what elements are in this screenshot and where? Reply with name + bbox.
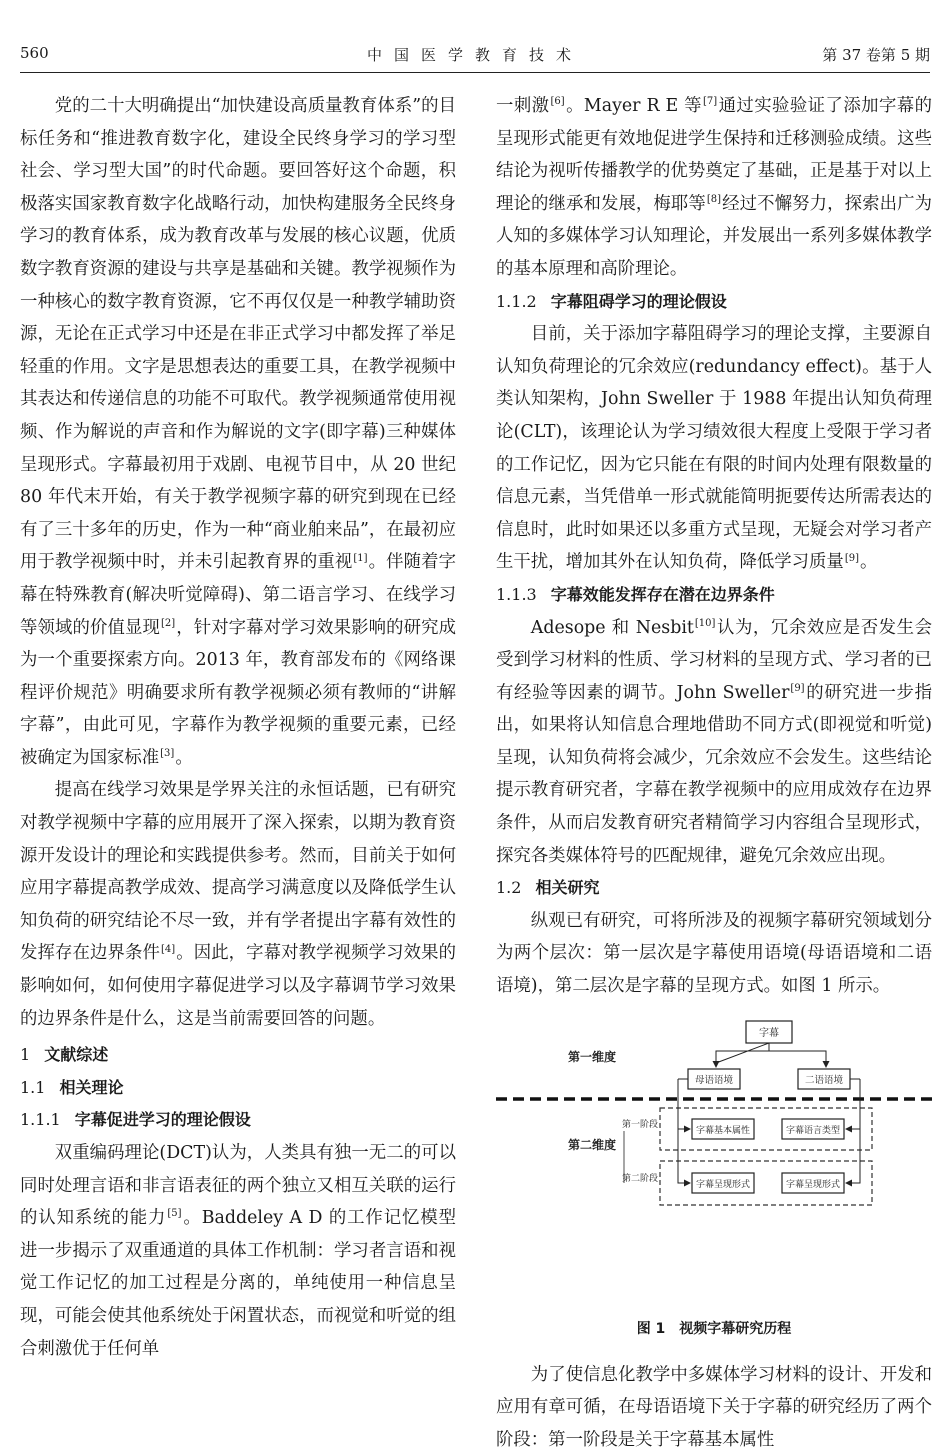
- citation[interactable]: [6]: [550, 96, 565, 108]
- paragraph: 双重编码理论(DCT)认为，人类具有独一无二的可以同时处理言语和非言语表征的两个独立又相互关联的运行的认知系统的能力[5]。Baddeley A D 的工作记忆模型进一步揭示了双重通道的具体工作机制：学习者言语和视觉工作记忆的加工过程是分离的，单纯使用一种信息呈现，可能会使其他系统处于闲置状态，而视觉和听觉的组合刺激优于任何单: [20, 1143, 456, 1359]
- right-column: [496, 90, 932, 1456]
- page-header: [20, 38, 930, 70]
- citation[interactable]: [2]: [160, 617, 176, 629]
- figure-1: [496, 1011, 932, 1315]
- svg-text:字幕呈现形式: 字幕呈现形式: [695, 1179, 751, 1190]
- citation[interactable]: [8]: [706, 193, 722, 205]
- section-heading: 1.1 相关理论: [20, 1077, 124, 1097]
- paragraph: 提高在线学习效果是学界关注的永恒话题，已有研究对教学视频中字幕的应用展开了深入探索，以期为教育资源开发设计的理论和实践提供参考。然而，目前关于如何应用字幕提高教学成效、提高学习满意度以及降低学生认知负荷的研究结论不尽一致，并有学者提出字幕有效性的发挥存在边界条件[4]。因此，字幕对教学视频学习效果的影响如何，如何使用字幕促进学习以及字幕调节学习效果的边界条件是什么，这是当前需要回答的问题。: [20, 780, 456, 1029]
- citation[interactable]: [5]: [167, 1208, 182, 1220]
- section-heading: 1.2 相关研究: [496, 878, 600, 898]
- citation[interactable]: [3]: [160, 748, 175, 760]
- paragraph: 一刺激[6]。Mayer R E 等[7]通过实验验证了添加字幕的呈现形式能更有效地促进学生保持和迁移测验成绩。这些结论为视听传播教学的优势奠定了基础，正是基于对以上理论的继承和发展，梅耶等[8]经过不懈努力，探索出广为人知的多媒体学习认知理论，并发展出一系列多媒体教学的基本原理和高阶理论。: [496, 96, 932, 279]
- svg-text:字幕语言类型: 字幕语言类型: [785, 1125, 841, 1136]
- left-column: [20, 90, 456, 1365]
- citation[interactable]: [1]: [353, 552, 368, 564]
- citation[interactable]: [4]: [160, 943, 176, 955]
- figure-diagram: [496, 1011, 932, 1315]
- stage-1-label: 第一阶段: [622, 1119, 659, 1130]
- citation[interactable]: [9]: [844, 552, 859, 564]
- citation[interactable]: [9]: [790, 682, 805, 694]
- paragraph: 纵观已有研究，可将所涉及的视频字幕研究领域划分为两个层次：第一层次是字幕使用语境(母语语境和二语语境)，第二层次是字幕的呈现方式。如图 1 所示。: [496, 910, 932, 997]
- root-label: 字幕: [759, 1027, 779, 1039]
- dimension-2-label: 第二维度: [568, 1137, 617, 1152]
- figure-caption: 图 1 视频字幕研究历程: [636, 1320, 792, 1337]
- journal-title: 中国医学教育技术: [366, 46, 583, 64]
- paragraph: 为了使信息化教学中多媒体学习材料的设计、开发和应用有章可循，在母语语境下关于字幕的研究经历了两个阶段：第一阶段是关于字幕基本属性: [496, 1364, 932, 1450]
- paragraph: 目前，关于添加字幕阻碍学习的理论支撑，主要源自认知负荷理论的冗余效应(redundancy effect)。基于人类认知架构，John Sweller 于 1988 年提出认知负荷理论(CLT)，该理论认为学习绩效很大程度上受限于学习者的工作记忆，因为它只能在有限的时间内处理有限数量的信息元素，当凭借单一形式就能简明扼要传达所需表达的信息时，此时如果还以多重方式呈现，无疑会对学习者产生干扰，增加其外在认知负荷，降低学习质量[9]。: [496, 324, 932, 573]
- citation[interactable]: [10]: [694, 617, 716, 629]
- citation[interactable]: [7]: [702, 96, 718, 108]
- paragraph: 党的二十大明确提出“加快建设高质量教育体系”的目标任务和“推进教育数字化，建设全民终身学习的学习型社会、学习型大国”的时代命题。要回答好这个命题，积极落实国家教育数字化战略行动，加快构建服务全民终身学习的教育体系，成为教育改革与发展的核心议题，优质数字教育资源的建设与共享是基础和关键。教学视频作为一种核心的数字教育资源，它不再仅仅是一种教学辅助资源，无论在正式学习中还是在非正式学习中都发挥了举足轻重的作用。文字是思想表达的重要工具，在教学视频中其表达和传递信息的功能不可取代。教学视频通常使用视频、作为解说的声音和作为解说的文字(即字幕)三种媒体呈现形式。字幕最初用于戏剧、电视节目中，从 20 世纪 80 年代末开始，有关于教学视频字幕的研究到现在已经有了三十多年的历史，作为一种“商业舶来品”，在最初应用于教学视频中时，并未引起教育界的重视[1]。伴随着字幕在特殊教育(解决听觉障碍)、第二语言学习、在线学习等领域的价值显现[2]，针对字幕对学习效果影响的研究成为一个重要探索方向。2013 年，教育部发布的《网络课程评价规范》明确要求所有教学视频必须有教师的“讲解字幕”，由此可见，字幕作为教学视频的重要元素，已经被确定为国家标准[3]。: [20, 96, 456, 768]
- svg-text:字幕基本属性: 字幕基本属性: [695, 1125, 751, 1136]
- section-heading: 1 文献综述: [20, 1045, 109, 1065]
- header-rule: [20, 72, 930, 73]
- page-number: 560: [20, 44, 49, 62]
- svg-text:二语语境: 二语语境: [804, 1074, 844, 1086]
- section-heading: 1.1.3 字幕效能发挥存在潜在边界条件: [496, 584, 775, 604]
- svg-text:母语语境: 母语语境: [694, 1074, 734, 1086]
- dimension-1-label: 第一维度: [568, 1049, 617, 1064]
- paragraph: Adesope 和 Nesbit[10]认为，冗余效应是否发生会受到学习材料的性质、学习材料的呈现方式、学习者的已有经验等因素的调节。John Sweller[9]的研究进一步指出，如果将认知信息合理地借助不同方式(即视觉和听觉)呈现，认知负荷将会减少，冗余效应不会发生。这些结论提示教育研究者，字幕在教学视频中的应用成效存在边界条件，从而启发教育研究者精简学习内容组合呈现形式，探究各类媒体符号的匹配规律，避免冗余效应出现。: [496, 617, 932, 866]
- section-heading: 1.1.2 字幕阻碍学习的理论假设: [496, 291, 727, 311]
- svg-text:字幕呈现形式: 字幕呈现形式: [785, 1179, 841, 1190]
- stage-2-label: 第二阶段: [622, 1173, 659, 1184]
- section-heading: 1.1.1 字幕促进学习的理论假设: [20, 1110, 251, 1130]
- volume-issue: 第 37 卷第 5 期: [822, 46, 930, 64]
